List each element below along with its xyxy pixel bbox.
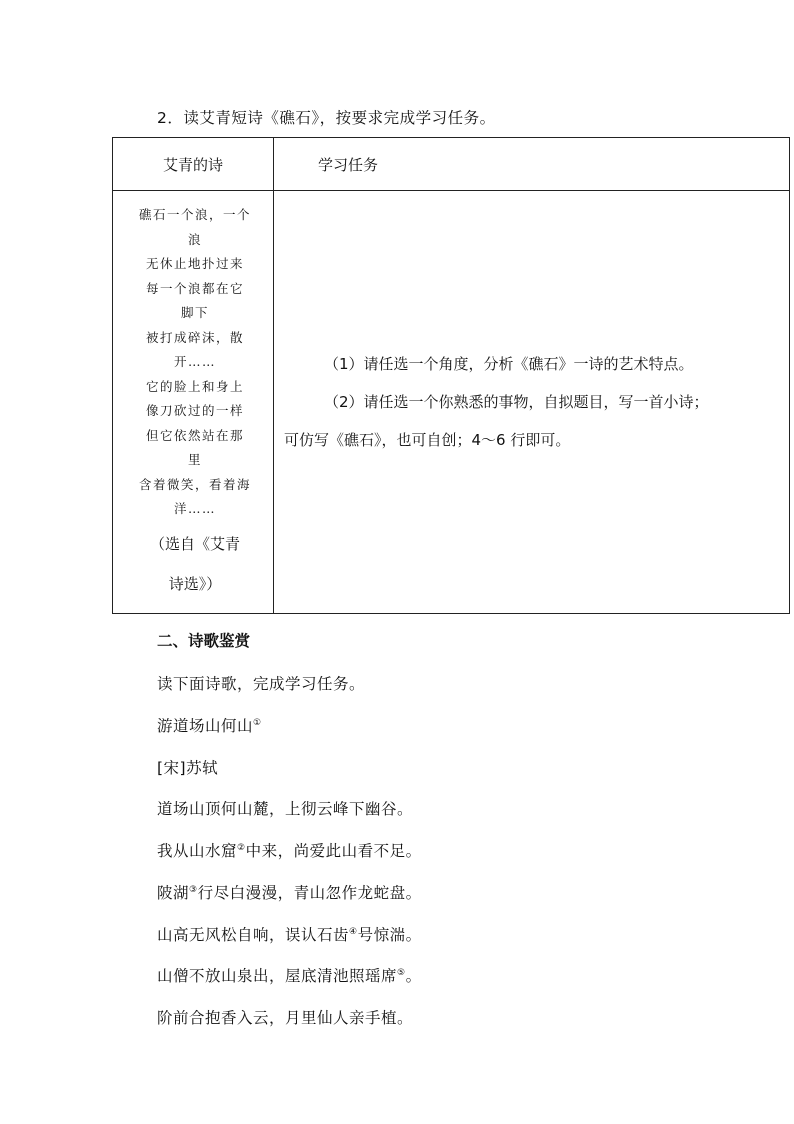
poem-line-text: 阶前合抱香入云，月里仙人亲手植。: [157, 1009, 414, 1027]
poem-line: 但它依然站在那: [145, 427, 244, 443]
task-cell: [274, 191, 790, 614]
poem-line: [157, 881, 422, 903]
poem-source: [113, 522, 273, 604]
poem-line: 无休止地扑过来: [145, 256, 244, 271]
task-2-continued: 可仿写《礁石》，也可自创；4～6 行即可。: [284, 431, 571, 449]
poem-line: 开……: [173, 354, 216, 369]
poem-line: 浪: [187, 231, 202, 247]
poem-line-text: 道场山顶何山麓，上彻云峰下幽谷。: [157, 800, 414, 818]
poem-column-header: 艾青的诗: [113, 138, 274, 191]
poem-title-text: 游道场山何山: [157, 717, 254, 735]
poem-line: 每一个浪都在它: [145, 280, 244, 296]
poem-author: [宋]苏轼: [157, 759, 219, 777]
poem-line-text: 我从山水窟: [157, 842, 238, 860]
poem-line: 它的脸上和身上: [145, 378, 244, 394]
section-2-title: 二、诗歌鉴赏: [157, 632, 251, 650]
poem-line: 像刀砍过的一样: [145, 403, 244, 418]
source-line: （选自《艾青: [149, 534, 240, 553]
footnote-marker: ①: [253, 718, 262, 728]
section-2-instruction: 读下面诗歌，完成学习任务。: [157, 675, 366, 693]
poem-line-text: 中来，尚爱此山看不足。: [245, 842, 422, 860]
footnote-marker: ④: [349, 927, 358, 937]
poem-cell: [113, 191, 274, 614]
question-2-heading: 2．读艾青短诗《礁石》，按要求完成学习任务。: [157, 109, 496, 127]
poem-line: [157, 964, 422, 986]
poem-line: [157, 839, 422, 861]
poem-task-table: [112, 137, 790, 614]
poem-line: 含着微笑，看着海: [138, 476, 251, 492]
footnote-marker: ⑤: [397, 968, 406, 978]
task-2: （2）请任选一个你熟悉的事物，自拟题目，写一首小诗；: [324, 393, 709, 411]
poem-line: [157, 1006, 413, 1028]
poem-line-text: 山僧不放山泉出，屋底清池照瑶席: [157, 967, 398, 985]
task-column-header: 学习任务: [274, 138, 790, 191]
table-body-row: [113, 191, 790, 614]
task-1: （1）请任选一个角度，分析《礁石》一诗的艺术特点。: [324, 355, 694, 373]
poem-line-text: 。: [405, 967, 422, 985]
poem-title: [157, 714, 262, 736]
poem-line: 礁石一个浪，一个: [138, 207, 251, 222]
footnote-marker: ③: [189, 885, 198, 895]
poem-line-text: 陂湖: [157, 884, 190, 902]
poem-text: [113, 191, 273, 522]
poem-line-text: 行尽白漫漫，青山忽作龙蛇盘。: [197, 884, 422, 902]
table-header-row: [113, 138, 790, 191]
poem-line: 脚下: [180, 305, 209, 320]
footnote-marker: ②: [237, 843, 246, 853]
source-line: 诗选》）: [168, 574, 222, 593]
poem-line: 里: [187, 452, 202, 467]
poem-line: 被打成碎沫，散: [145, 329, 244, 345]
poem-line-text: 号惊湍。: [357, 926, 422, 944]
poem-line-text: 山高无风松自响，误认石齿: [157, 926, 350, 944]
poem-line: 洋……: [173, 501, 216, 516]
poem-line: [157, 923, 422, 945]
poem-line: [157, 797, 413, 819]
